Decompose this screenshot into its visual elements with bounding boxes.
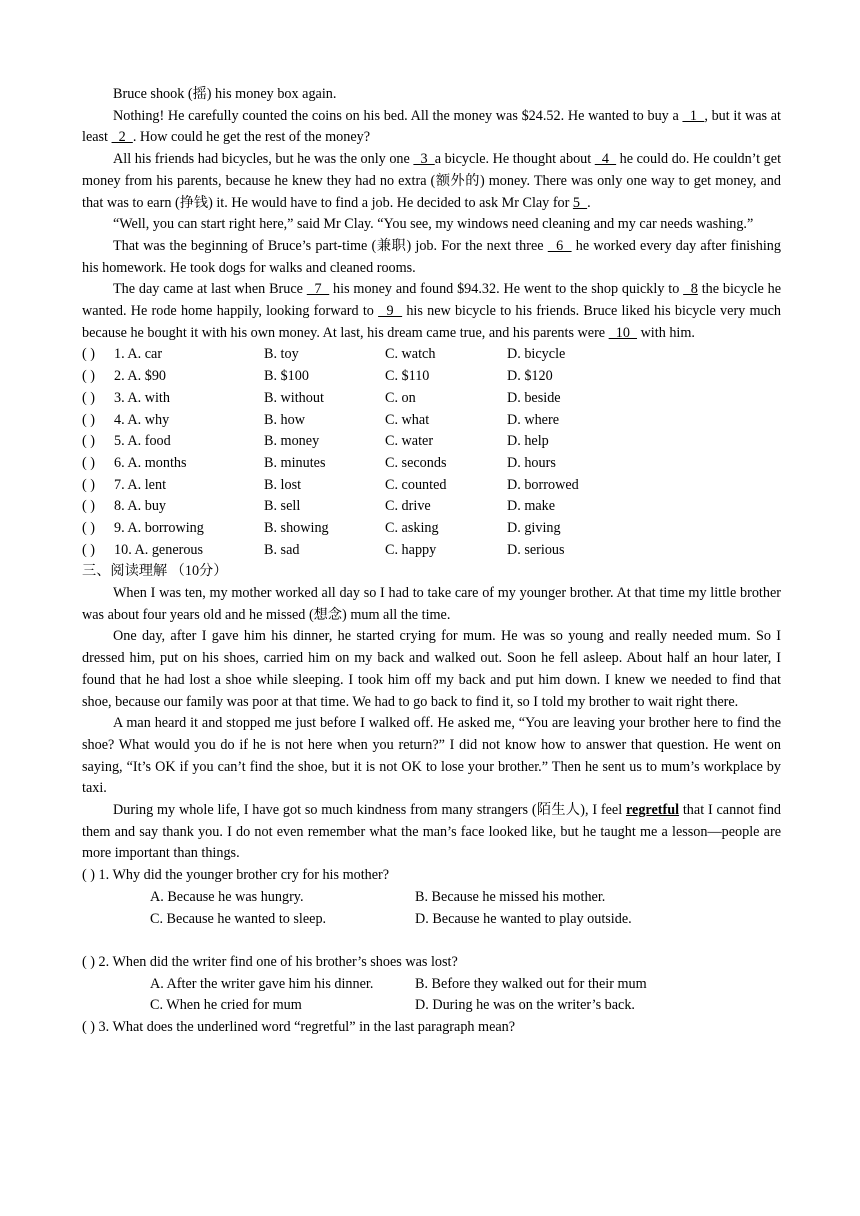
answer-bracket[interactable]: ( ) [82, 541, 95, 558]
blank-6: 6 [547, 237, 572, 254]
option-pair: C. Because he wanted to sleep. D. Because he wanted to play outside. [150, 910, 632, 927]
option-row: ( ) 3. A. with B. without C. on D. beside [82, 388, 781, 410]
answer-bracket[interactable]: ( ) [82, 346, 95, 363]
question-3 [82, 1017, 781, 1039]
blank-3: 3 [413, 151, 435, 168]
reading-paragraph-2: One day, after I gave him his dinner, he started crying for mum. He was so young and really needed mum. So I dressed him, put on his shoes, carried him on my back and walked out. Soon he fell asleep. About half an hour later, I found that he had lost a shoe while sleeping. I took him off my back and put him down. I knew we needed to find that shoe, because our family was poor at that time. We had to go back to find it, so I told my brother to wait right there. [82, 628, 781, 710]
option-pair: A. After the writer gave him his dinner. B. Before they walked out for their mum [150, 975, 647, 992]
blank-5: 5 [572, 194, 588, 211]
section-heading: 三、阅读理解 （10分） [82, 563, 228, 580]
answer-bracket[interactable]: ( ) [82, 411, 95, 428]
blank-2: 2 [111, 129, 133, 146]
reading-paragraph-1: When I was ten, my mother worked all day so I had to take care of my younger brother. At that time my little brother was about four years old and he missed (想念) mum all the time. [82, 585, 781, 623]
answer-bracket[interactable]: ( ) [82, 389, 95, 406]
answer-bracket[interactable]: ( ) [82, 368, 95, 385]
answer-bracket[interactable]: ( ) [82, 454, 95, 471]
option-row: ( ) 9. A. borrowing B. showing C. asking D. giving [82, 518, 781, 540]
option-row: ( ) 7. A. lent B. lost C. counted D. borrowed [82, 475, 781, 497]
blank-10: 10 [608, 324, 638, 341]
spacer [82, 930, 781, 952]
option-row: ( ) 10. A. generous B. sad C. happy D. serious [82, 540, 781, 562]
option-row: ( ) 6. A. months B. minutes C. seconds D. hours [82, 453, 781, 475]
underlined-word: regretful [625, 802, 680, 819]
blank-7: 7 [306, 281, 330, 298]
blank-8: 8 [683, 281, 698, 298]
blank-4: 4 [594, 151, 617, 168]
answer-bracket[interactable]: ( ) [82, 476, 95, 493]
cloze-paragraph-1: Bruce shook (摇) his money box again. [113, 86, 337, 102]
cloze-paragraph-4: “Well, you can start right here,” said Mr Clay. “You see, my windows need cleaning and my car needs washing.” [113, 216, 754, 233]
question-stem: ( ) 2. When did the writer find one of his brother’s shoes was lost? [82, 953, 458, 970]
blank-9: 9 [378, 303, 403, 320]
question-1 [82, 865, 781, 930]
cloze-options [82, 344, 781, 561]
option-pair: C. When he cried for mum D. During he was on the writer’s back. [150, 997, 635, 1014]
reading-paragraph-4: During my whole life, I have got so much kindness from many strangers (陌生人), I feel regretful that I cannot find them and say thank you. I do not even remember what the man’s face looked like, but he taught me a lesson—people are more important than things. [82, 802, 782, 862]
answer-bracket[interactable]: ( ) [82, 433, 95, 450]
question-stem: ( ) 3. What does the underlined word “regretful” in the last paragraph mean? [82, 1018, 516, 1035]
question-2 [82, 952, 781, 1017]
cloze-paragraph-3: All his friends had bicycles, but he was the only one 3 a bicycle. He thought about 4 he could do. He couldn’t get money from his parents, because he knew they had no extra (额外的) money. There was only one way to get money, and that was to earn (挣钱) it. He would have to find a job. He decided to ask Mr Clay for 5 . [82, 151, 782, 211]
option-pair: A. Because he was hungry. B. Because he missed his mother. [150, 888, 606, 905]
option-row: ( ) 5. A. food B. money C. water D. help [82, 431, 781, 453]
option-row: ( ) 8. A. buy B. sell C. drive D. make [82, 496, 781, 518]
option-row: ( ) 4. A. why B. how C. what D. where [82, 410, 781, 432]
option-row: ( ) 2. A. $90 B. $100 C. $110 D. $120 [82, 366, 781, 388]
option-row: ( ) 1. A. car B. toy C. watch D. bicycle [82, 344, 781, 366]
cloze-paragraph-6: The day came at last when Bruce 7 his money and found $94.32. He went to the shop quickly to 8 the bicycle he wanted. He rode home happily, looking forward to 9 his new bicycle to his friends. Bruce liked his bicycle very much because he bought it with his own money. At last, his dream came true, and his parents were 10 with him. [82, 281, 782, 341]
worksheet-page [82, 84, 781, 1039]
reading-paragraph-3: A man heard it and stopped me just before I walked off. He asked me, “You are leaving your brother here to find the shoe? What would you do if he is not here when you return?” I did not know how to answer that question. He went on saying, “It’s OK if you can’t find the shoe, but it is not OK to lose your brother.” Then he sent us to mum’s workplace by taxi. [82, 715, 781, 797]
answer-bracket[interactable]: ( ) [82, 498, 95, 515]
cloze-paragraph-2: Nothing! He carefully counted the coins on his bed. All the money was $24.52. He wanted to buy a 1 , but it was at least 2 . How could he get the rest of the money? [82, 107, 781, 146]
answer-bracket[interactable]: ( ) [82, 519, 95, 536]
question-stem: ( ) 1. Why did the younger brother cry for his mother? [82, 867, 390, 884]
blank-1: 1 [682, 107, 705, 124]
cloze-paragraph-5: That was the beginning of Bruce’s part-time (兼职) job. For the next three 6 he worked every day after finishing his homework. He took dogs for walks and cleaned rooms. [82, 237, 781, 276]
